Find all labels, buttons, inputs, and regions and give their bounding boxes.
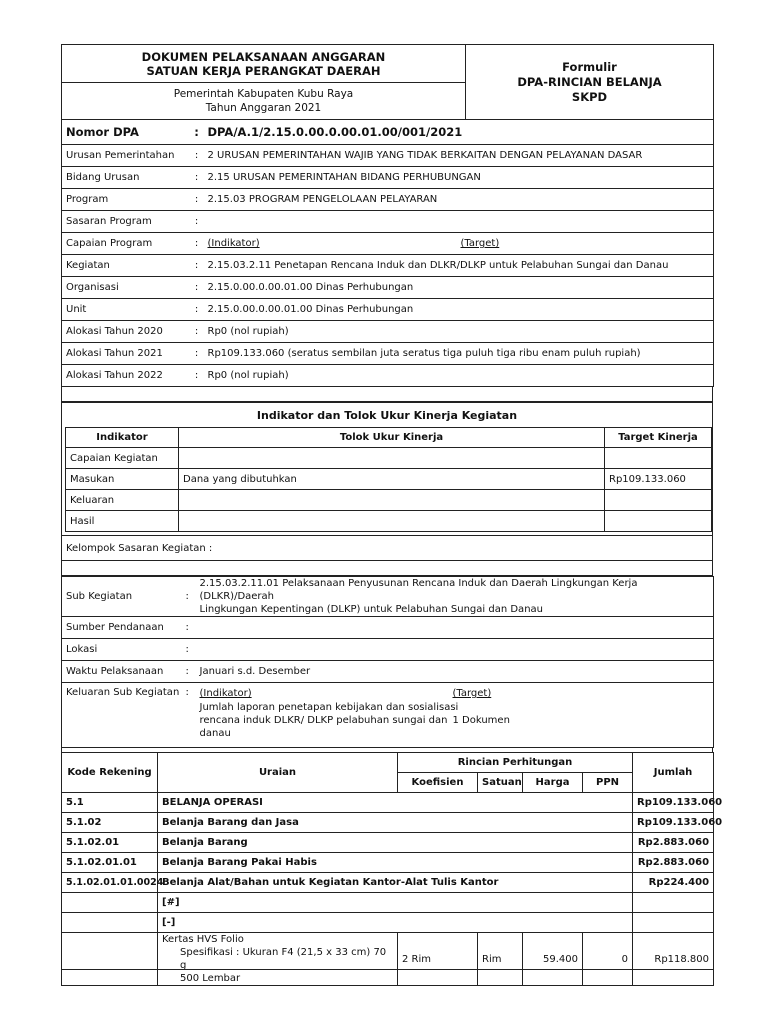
uraian-cell: Belanja Barang dan Jasa [158,813,633,833]
info-value: 2.15.03.2.11 Penetapan Rencana Induk dan DLKR/DLKP untuk Pelabuhan Sungai dan Danau [204,255,714,277]
form-unit: SKPD [571,89,608,104]
kode-cell: 5.1.02.01.01 [62,853,158,873]
kelompok-sasaran: Kelompok Sasaran Kegiatan : [62,536,713,561]
sub-kegiatan-label: Sub Kegiatan [66,591,133,602]
indikator-table-wrap [61,427,713,535]
nomor-dpa-row [62,120,714,145]
info-row [62,365,714,387]
kode-cell: 5.1 [62,793,158,813]
col-target-kinerja: Target Kinerja [605,428,712,448]
fiscal-year: Tahun Anggaran 2021 [205,102,322,114]
indikator-cell: Capaian Kegiatan [66,448,179,469]
target-cell: Rp109.133.060 [605,469,712,490]
item-satuan: Rim [478,933,523,986]
col-jumlah: Jumlah [633,753,714,793]
col-harga: Harga [523,773,583,793]
keluaran-label: Keluaran Sub Kegiatan [66,687,180,698]
dpa-document [61,44,723,986]
tolok-ukur-cell: Dana yang dibutuhkan [179,469,605,490]
kode-cell [62,893,158,913]
government-box [62,83,466,120]
keluaran-line-1: Jumlah laporan penetapan kebijakan dan sosialisasi [199,702,459,713]
keluaran-line-2: rencana induk DLKR/ DLKP pelabuhan sungai dan [199,715,448,726]
info-row [62,211,714,233]
jumlah-cell [633,893,714,913]
info-label: Sasaran Program [62,211,190,233]
waktu-sep: : [185,666,189,677]
table-row [62,913,714,933]
table-row [62,793,714,813]
form-name: DPA-RINCIAN BELANJA [517,74,662,89]
info-table [61,120,714,387]
capaian-values [204,233,714,255]
uraian-cell: [#] [158,893,633,913]
indikator-cell: Keluaran [66,490,179,511]
info-value: Rp109.133.060 (seratus sembilan juta seratus tiga puluh tiga ribu enam puluh rupiah) [204,343,714,365]
info-value: Rp0 (nol rupiah) [204,365,714,387]
indikator-row [66,511,712,532]
nomor-sep: : [194,125,199,139]
document-title [62,45,466,83]
info-row [62,145,714,167]
info-label: Unit [62,299,190,321]
indikator-table [65,427,712,532]
info-row [62,167,714,189]
jumlah-cell: Rp109.133.060 [633,813,714,833]
waktu-value: Januari s.d. Desember [199,666,311,677]
tolok-ukur-cell [179,490,605,511]
table-row [62,893,714,913]
uraian-cell: Belanja Alat/Bahan untuk Kegiatan Kantor-Alat Tulis Kantor [158,873,633,893]
info-row [62,343,714,365]
capaian-sep: : [194,238,199,249]
capaian-program-row [62,233,714,255]
jumlah-cell: Rp2.883.060 [633,833,714,853]
info-value [204,211,714,233]
kode-cell: 5.1.02.01 [62,833,158,853]
sub-kegiatan-value [196,577,714,617]
jumlah-cell: Rp2.883.060 [633,853,714,873]
info-sep: : [194,282,199,293]
uraian-cell: BELANJA OPERASI [158,793,633,813]
kode-cell [62,913,158,933]
info-value: 2 URUSAN PEMERINTAHAN WAJIB YANG TIDAK BERKAITAN DENGAN PELAYANAN DASAR [204,145,714,167]
info-sep: : [194,370,199,381]
title-line-2: SATUAN KERJA PERANGKAT DAERAH [146,63,381,78]
item-spec: Spesifikasi : Ukuran F4 (21,5 x 33 cm) 70 g [180,947,387,971]
item-uraian [158,933,398,986]
waktu-label: Waktu Pelaksanaan [66,666,164,677]
kelompok-table [61,535,713,576]
info-sep: : [194,348,199,359]
lokasi-sep: : [185,644,189,655]
info-label: Alokasi Tahun 2021 [62,343,190,365]
info-row [62,255,714,277]
info-label: Organisasi [62,277,190,299]
indikator-cell: Masukan [66,469,179,490]
col-rincian-perhitungan: Rincian Perhitungan [398,753,633,773]
jumlah-cell [633,913,714,933]
indikator-section-title: Indikator dan Tolok Ukur Kinerja Kegiatan [62,403,713,428]
info-label: Kegiatan [62,255,190,277]
info-value: 2.15.0.00.0.00.01.00 Dinas Perhubungan [204,277,714,299]
form-box [466,45,714,120]
keluaran-target-value: 1 Dokumen [452,715,510,726]
sub-kegiatan-table [61,576,714,748]
target-cell [605,511,712,532]
indikator-row [66,448,712,469]
info-sep: : [194,326,199,337]
capaian-label: Capaian Program [62,233,190,255]
indikator-row [66,490,712,511]
uraian-cell: Belanja Barang [158,833,633,853]
uraian-cell: [-] [158,913,633,933]
keluaran-sep: : [185,687,189,698]
table-row [62,853,714,873]
info-row [62,189,714,211]
tolok-ukur-cell [179,448,605,469]
kode-cell: 5.1.02 [62,813,158,833]
sumber-label: Sumber Pendanaan [66,622,164,633]
info-label: Urusan Pemerintahan [62,145,190,167]
sumber-sep: : [185,622,189,633]
kode-cell: 5.1.02.01.01.0024 [62,873,158,893]
info-sep: : [194,172,199,183]
nomor-value: DPA/A.1/2.15.0.00.0.00.01.00/001/2021 [204,120,714,145]
tolok-ukur-cell [179,511,605,532]
document-header [61,44,714,120]
item-row [62,933,714,986]
info-row [62,321,714,343]
col-koefisien: Koefisien [398,773,478,793]
col-kode-rekening: Kode Rekening [62,753,158,793]
table-row [62,833,714,853]
info-sep: : [194,194,199,205]
target-cell [605,448,712,469]
item-ppn: 0 [583,933,633,986]
uraian-cell: Belanja Barang Pakai Habis [158,853,633,873]
item-jumlah: Rp118.800 [633,933,714,986]
keluaran-line-3: danau [199,728,231,739]
title-line-1: DOKUMEN PELAKSANAAN ANGGARAN [141,49,386,64]
col-tolok-ukur: Tolok Ukur Kinerja [179,428,605,448]
col-uraian: Uraian [158,753,398,793]
sub-kegiatan-sep: : [185,591,189,602]
government-name: Pemerintah Kabupaten Kubu Raya [173,88,354,100]
item-spec-2: 500 Lembar [180,973,241,984]
info-sep: : [194,216,199,227]
jumlah-cell: Rp109.133.060 [633,793,714,813]
keluaran-value [196,683,714,748]
col-indikator: Indikator [66,428,179,448]
form-label: Formulir [562,59,617,74]
info-value: 2.15.03 PROGRAM PENGELOLAAN PELAYARAN [204,189,714,211]
info-value: 2.15.0.00.0.00.01.00 Dinas Perhubungan [204,299,714,321]
kode-cell [62,933,158,986]
table-row [62,813,714,833]
nomor-label: Nomor DPA [62,120,190,145]
rincian-table [61,752,723,986]
keluaran-indikator: (Indikator) [199,688,252,699]
sub-kegiatan-line-2: Lingkungan Kepentingan (DLKP) untuk Pelabuhan Sungai dan Danau [199,604,543,615]
capaian-target: (Target) [460,238,500,249]
info-sep: : [194,150,199,161]
info-label: Bidang Urusan [62,167,190,189]
indikator-section [61,402,713,427]
item-name: Kertas HVS Folio [162,934,244,945]
info-value: Rp0 (nol rupiah) [204,321,714,343]
page-divider [61,969,713,970]
spacer-row [62,561,713,576]
info-sep: : [194,260,199,271]
indikator-row [66,469,712,490]
col-satuan: Satuan [478,773,523,793]
info-label: Alokasi Tahun 2022 [62,365,190,387]
sub-kegiatan-line-1: 2.15.03.2.11.01 Pelaksanaan Penyusunan Rencana Induk dan Daerah Lingkungan Kerja (DLKR)/Daerah [199,578,638,602]
capaian-indikator: (Indikator) [207,238,260,249]
info-label: Alokasi Tahun 2020 [62,321,190,343]
item-harga: 59.400 [523,933,583,986]
col-ppn: PPN [583,773,633,793]
info-value: 2.15 URUSAN PEMERINTAHAN BIDANG PERHUBUNGAN [204,167,714,189]
item-koefisien: 2 Rim [398,933,478,986]
table-row [62,873,714,893]
keluaran-target: (Target) [452,688,492,699]
jumlah-cell: Rp224.400 [633,873,714,893]
spacer [61,387,713,402]
info-row [62,299,714,321]
target-cell [605,490,712,511]
info-row [62,277,714,299]
lokasi-label: Lokasi [66,644,98,655]
sumber-value [196,617,714,639]
indikator-cell: Hasil [66,511,179,532]
info-label: Program [62,189,190,211]
info-sep: : [194,304,199,315]
lokasi-value [196,639,714,661]
